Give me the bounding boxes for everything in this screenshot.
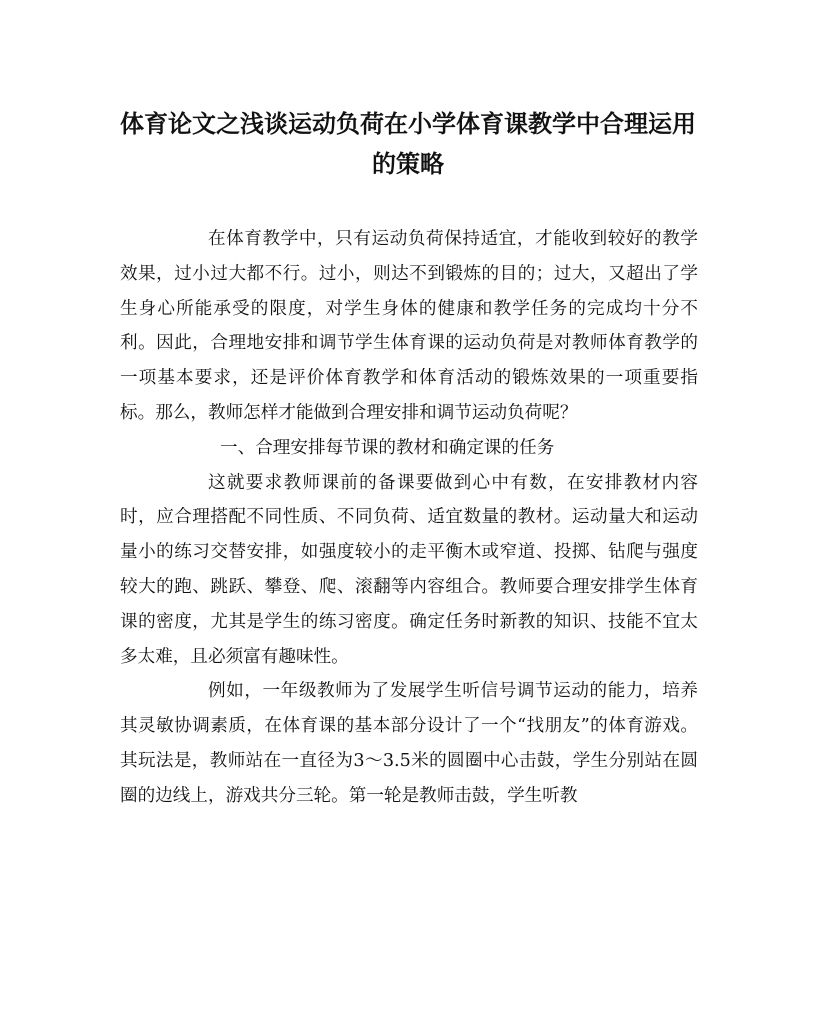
paragraph-intro: 在体育教学中，只有运动负荷保持适宜，才能收到较好的教学效果，过小过大都不行。过小，则达不到锻炼的目的；过大，又超出了学生身心所能承受的限度，对学生身体的健康和教学任务的完成均十分不利。因此，合理地安排和调节学生体育课的运动负荷是对教师体育教学的一项基本要求，还是评价体育教学和体育活动的锻炼效果的一项重要指标。那么，教师怎样才能做到合理安排和调节运动负荷呢？ (120, 229, 698, 423)
document-body (120, 222, 698, 814)
document-title: 体育论文之浅谈运动负荷在小学体育课教学中合理运用的策略 (120, 109, 696, 178)
paragraph-section-1: 这就要求教师课前的备课要做到心中有数，在安排教材内容时，应合理搭配不同性质、不同负荷、适宜数量的教材。运动量大和运动量小的练习交替安排，如强度较小的走平衡木或窄道、投掷、钻爬与强度较大的跑、跳跃、攀登、爬、滚翻等内容组合。教师要合理安排学生体育课的密度，尤其是学生的练习密度。确定任务时新教的知识、技能不宜太多太难，且必须富有趣味性。 (120, 472, 698, 667)
paragraph-example: 例如，一年级教师为了发展学生听信号调节运动的能力，培养其灵敏协调素质，在体育课的基本部分设计了一个“找朋友”的体育游戏。其玩法是，教师站在一直径为3～3.5米的圆圈中心击鼓，学生分别站在圆圈的边线上，游戏共分三轮。第一轮是教师击鼓，学生听教 (120, 681, 698, 806)
section-heading-1: 一、合理安排每节课的教材和确定课的任务 (220, 437, 555, 458)
